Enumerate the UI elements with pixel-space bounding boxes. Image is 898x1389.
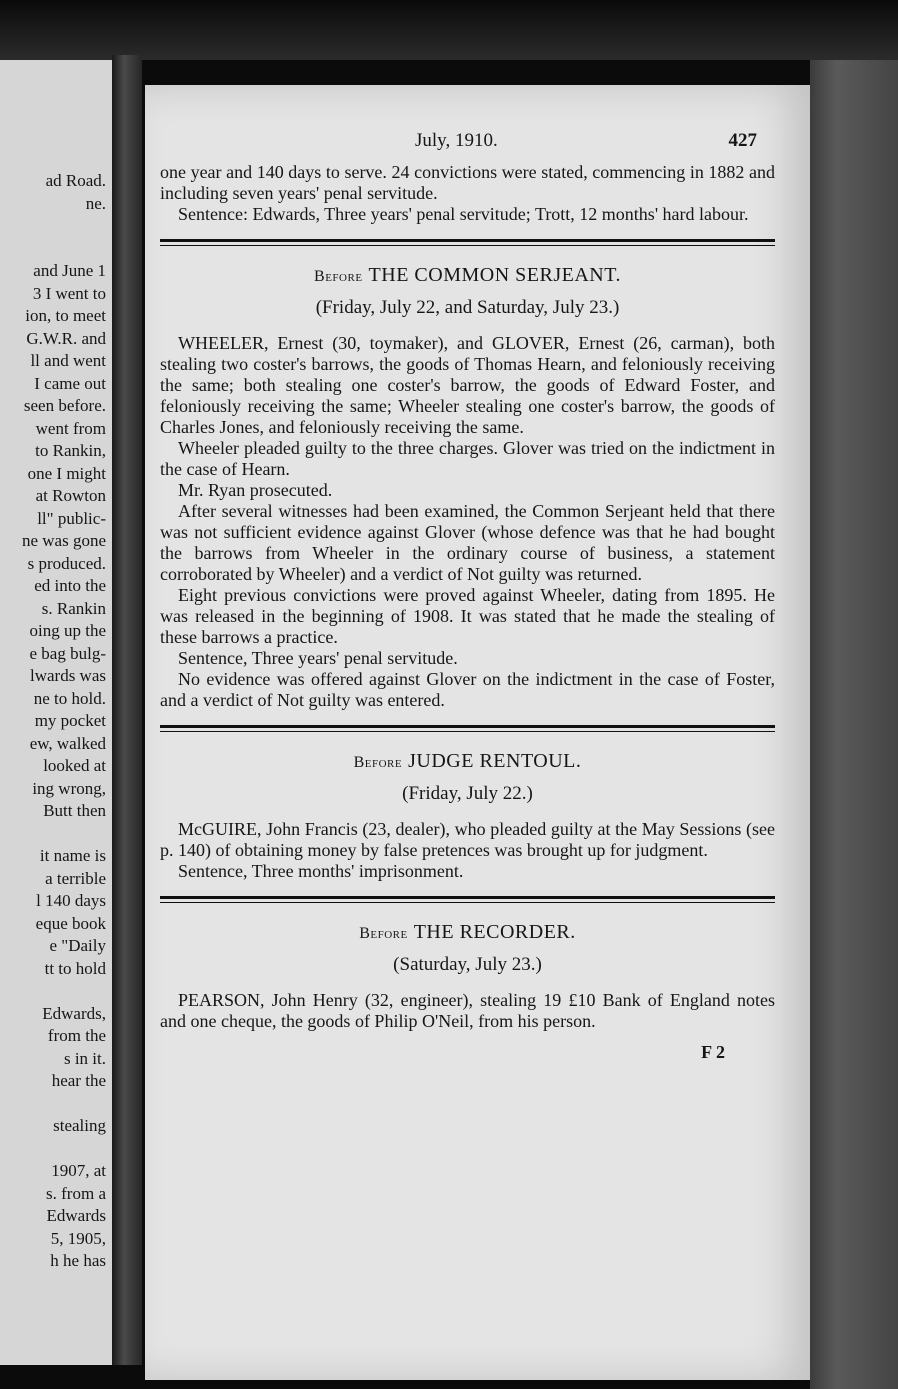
paragraph: No evidence was offered against Glover on the indictment in the case of Foster, and a verdict of Not guilty was entered. [160,669,775,710]
left-page-line [0,238,106,261]
court-name: THE RECORDER. [413,921,576,943]
left-page-line: a terrible [45,868,106,888]
left-page-line: stealing [53,1116,106,1135]
section-judge-rentoul [160,750,775,882]
left-page-line [0,1093,106,1116]
left-page-line: s produced. [27,553,106,573]
left-page-line: ew, walked [29,733,106,753]
sitting-date: (Saturday, July 23.) [393,954,542,975]
left-page-line: e "Daily [49,936,106,955]
left-page-line: ed into the [34,576,106,595]
left-page-line: it name is [39,846,106,865]
page-number: 427 [728,130,757,151]
court-heading [160,750,775,773]
before-label: Before [314,268,363,285]
left-page-line: I came out [34,373,106,393]
section-recorder [160,921,775,1032]
left-page-line: ll and went [30,351,106,370]
court-heading [160,921,775,944]
before-label: Before [353,754,403,771]
left-page-lines [0,170,106,1273]
left-page-fragment [0,60,114,1365]
court-name: THE COMMON SERJEANT. [368,264,621,286]
paragraph: one year and 140 days to serve. 24 convictions were stated, commencing in 1882 and including seven years' penal servitude. [160,162,775,203]
left-page-line [0,823,106,846]
left-page-line: to Rankin, [35,441,106,460]
left-page-line: Edwards [46,1206,106,1225]
book-gutter [112,55,142,1365]
left-page-line: eque book [35,913,106,933]
left-page-line: s. from a [46,1183,106,1203]
paragraph: Wheeler pleaded guilty to the three charges. Glover was tried on the indictment in the case of Hearn. [160,438,775,479]
paragraph: McGUIRE, John Francis (23, dealer), who pleaded guilty at the May Sessions (see p. 140) of obtaining money by false pretences was brought up for judgment. [160,819,775,860]
left-page-line: hear the [51,1071,106,1090]
left-page-line: ad Road. [45,171,106,190]
page-content [160,130,775,1063]
left-page-line: Butt then [43,801,106,820]
section-divider [160,239,775,246]
paragraph: After several witnesses had been examined, the Common Serjeant held that there was not sufficient evidence against Glover (whose defence was that he had bought the barrows from Wheeler in the ordinary course of business, a statement corroborated by Wheeler) and a verdict of Not guilty was returned. [160,501,775,584]
left-page-line: ion, to meet [25,306,106,325]
left-page-line: ing wrong, [32,778,106,798]
court-name: JUDGE RENTOUL. [408,750,582,772]
left-page-line: Edwards, [42,1003,106,1023]
left-page-line: seen before. [23,396,106,415]
section-common-serjeant [160,264,775,711]
left-page-line: looked at [43,756,106,775]
left-page-line: and June 1 [33,261,106,280]
section-divider [160,725,775,732]
left-page-line: ne was gone [21,531,106,550]
signature-mark: F 2 [701,1042,725,1062]
left-page-line: lwards was [29,666,106,685]
left-page-line: G.W.R. and [26,328,106,348]
paragraph: WHEELER, Ernest (30, toymaker), and GLOVER, Ernest (26, carman), both stealing two coster's barrows, the goods of Thomas Hearn, and feloniously receiving the same; both stealing one coster's barrow, the goods of Edward Foster, and feloniously receiving the same; Wheeler stealing one coster's barrow, the goods of Charles Jones, and feloniously receiving the same. [160,333,775,437]
left-page-line: ne to hold. [33,688,106,708]
left-page-line: 3 I went to [32,283,106,303]
left-page-line: 5, 1905, [50,1228,106,1248]
header-date: July, 1910. [415,130,498,151]
paragraph: Mr. Ryan prosecuted. [178,480,333,500]
left-page-line: tt to hold [44,958,106,978]
left-page-line [0,215,106,238]
left-page-line: e bag bulg- [29,643,106,663]
left-page-line: s in it. [63,1048,106,1068]
scan-top-edge [0,0,898,60]
left-page-line: my pocket [34,711,106,730]
left-page-line: one I might [27,463,106,483]
left-page-line: h he has [50,1251,106,1270]
left-page-line: ll" public- [37,508,106,528]
paragraph: Sentence, Three months' imprisonment. [178,861,464,881]
left-page-line: oing up the [29,621,106,640]
left-page-line: went from [35,418,106,438]
left-page-line: l 140 days [36,891,106,910]
paragraph: Sentence, Three years' penal servitude. [178,648,458,668]
left-page-line [0,1138,106,1161]
before-label: Before [359,925,408,942]
sitting-date: (Friday, July 22, and Saturday, July 23.) [315,297,620,318]
scan-right-edge [810,60,898,1389]
left-page-line: at Rowton [35,486,106,505]
left-page-line [0,980,106,1003]
paragraph: Sentence: Edwards, Three years' penal servitude; Trott, 12 months' hard labour. [178,204,749,224]
left-page-line: from the [47,1026,106,1045]
running-header [160,130,775,162]
left-page-line: ne. [85,193,106,213]
opening-paragraphs [160,162,775,225]
section-divider [160,896,775,903]
left-page-line: s. Rankin [41,598,106,618]
paragraph: PEARSON, John Henry (32, engineer), stealing 19 £10 Bank of England notes and one cheque, the goods of Philip O'Neil, from his person. [160,990,775,1031]
paragraph: Eight previous convictions were proved against Wheeler, dating from 1895. He was released in the beginning of 1908. It was stated that he made the stealing of these barrows a practice. [160,585,775,647]
left-page-line: 1907, at [51,1161,106,1180]
court-heading [160,264,775,287]
sitting-date: (Friday, July 22.) [402,783,533,804]
